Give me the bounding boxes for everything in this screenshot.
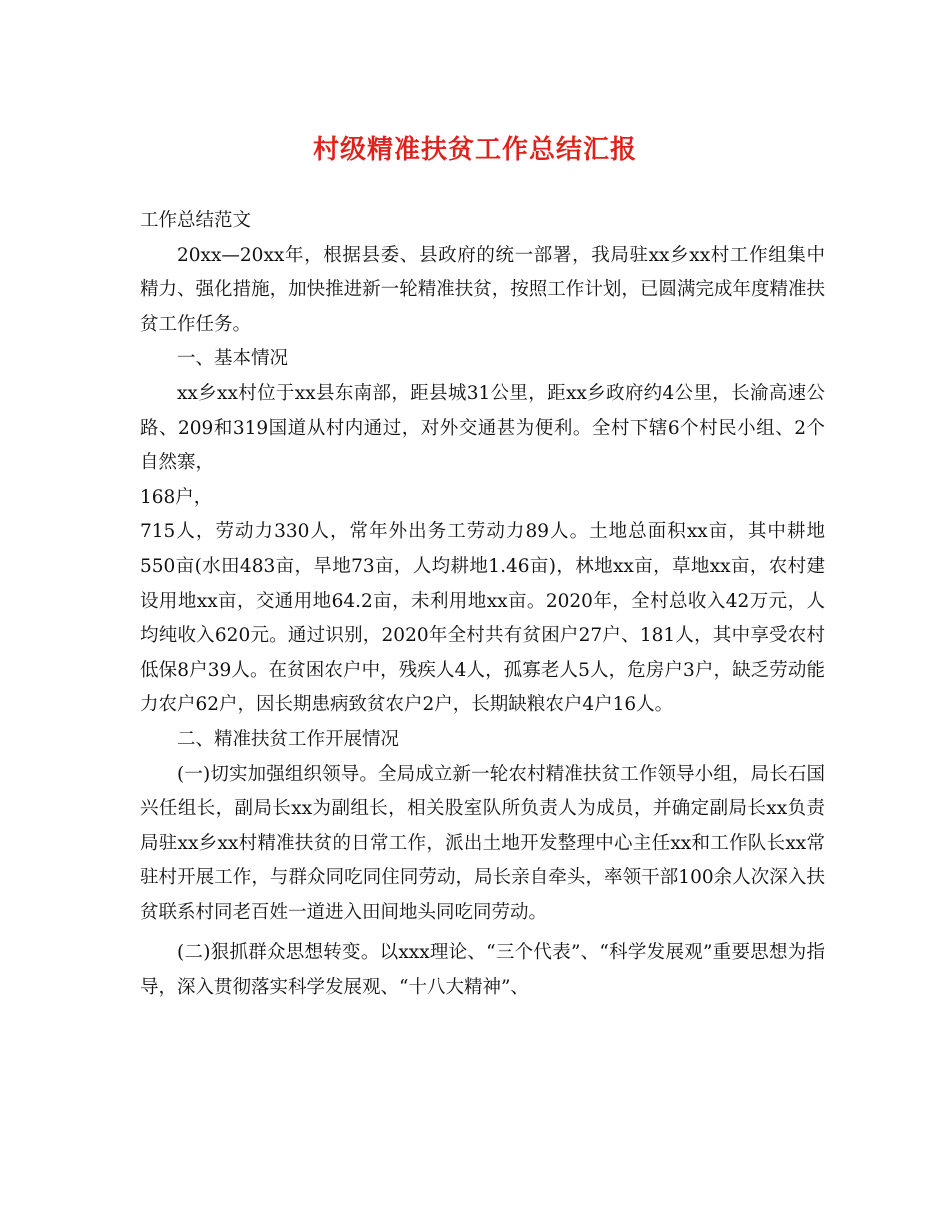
paragraph-location: xx乡xx村位于xx县东南部，距县城31公里，距xx乡政府约4公里，长渝高速公路、209和319国道从村内通过，对外交通甚为便利。全村下辖6个村民小组、2个自然寨， xyxy=(140,382,825,474)
section-heading-basic-info: 一、基本情况 xyxy=(177,348,289,370)
document-title: 村级精准扶贫工作总结汇报 xyxy=(312,135,637,165)
document-subtitle: 工作总结范文 xyxy=(140,210,252,231)
paragraph-intro: 20xx—20xx年，根据县委、县政府的统一部署，我局驻xx乡xx村工作组集中精力、强化措施，加快推进新一轮精准扶贫，按照工作计划，已圆满完成年度精准扶贫工作任务。 xyxy=(140,244,825,335)
paragraph-households: 168户， xyxy=(140,486,213,508)
document-body xyxy=(140,204,825,1006)
section-heading-work-progress: 二、精准扶贫工作开展情况 xyxy=(177,728,400,750)
paragraph-organization: (一)切实加强组织领导。全局成立新一轮农村精准扶贫工作领导小组，局长石国兴任组长，副局长xx为副组长，相关股室队所负责人为成员，并确定副局长xx负责局驻xx乡xx村精准扶贫的日常工作，派出土地开发整理中心主任xx和工作队长xx常驻村开展工作，与群众同吃同住同劳动，局长亲自牵头，率领干部100余人次深入扶贫联系村同老百姓一道进入田间地头同吃同劳动。 xyxy=(140,763,825,923)
paragraph-mindset: (二)狠抓群众思想转变。以xxx理论、“三个代表”、“科学发展观”重要思想为指导，深入贯彻落实科学发展观、“十八大精神”、 xyxy=(140,942,825,999)
paragraph-population: 715人，劳动力330人，常年外出务工劳动力89人。土地总面积xx亩，其中耕地550亩(水田483亩，旱地73亩，人均耕地1.46亩)，林地xx亩，草地xx亩，农村建设用地xx亩，交通用地64.2亩，未利用地xx亩。2020年，全村总收入42万元，人均纯收入620元。通过识别，2020年全村共有贫困户27户、181人，其中享受农村低保8户39人。在贫困农户中，残疾人4人，孤寡老人5人，危房户3户，缺乏劳动能力农户62户，因长期患病致贫农户2户，长期缺粮农户4户16人。 xyxy=(140,521,825,716)
